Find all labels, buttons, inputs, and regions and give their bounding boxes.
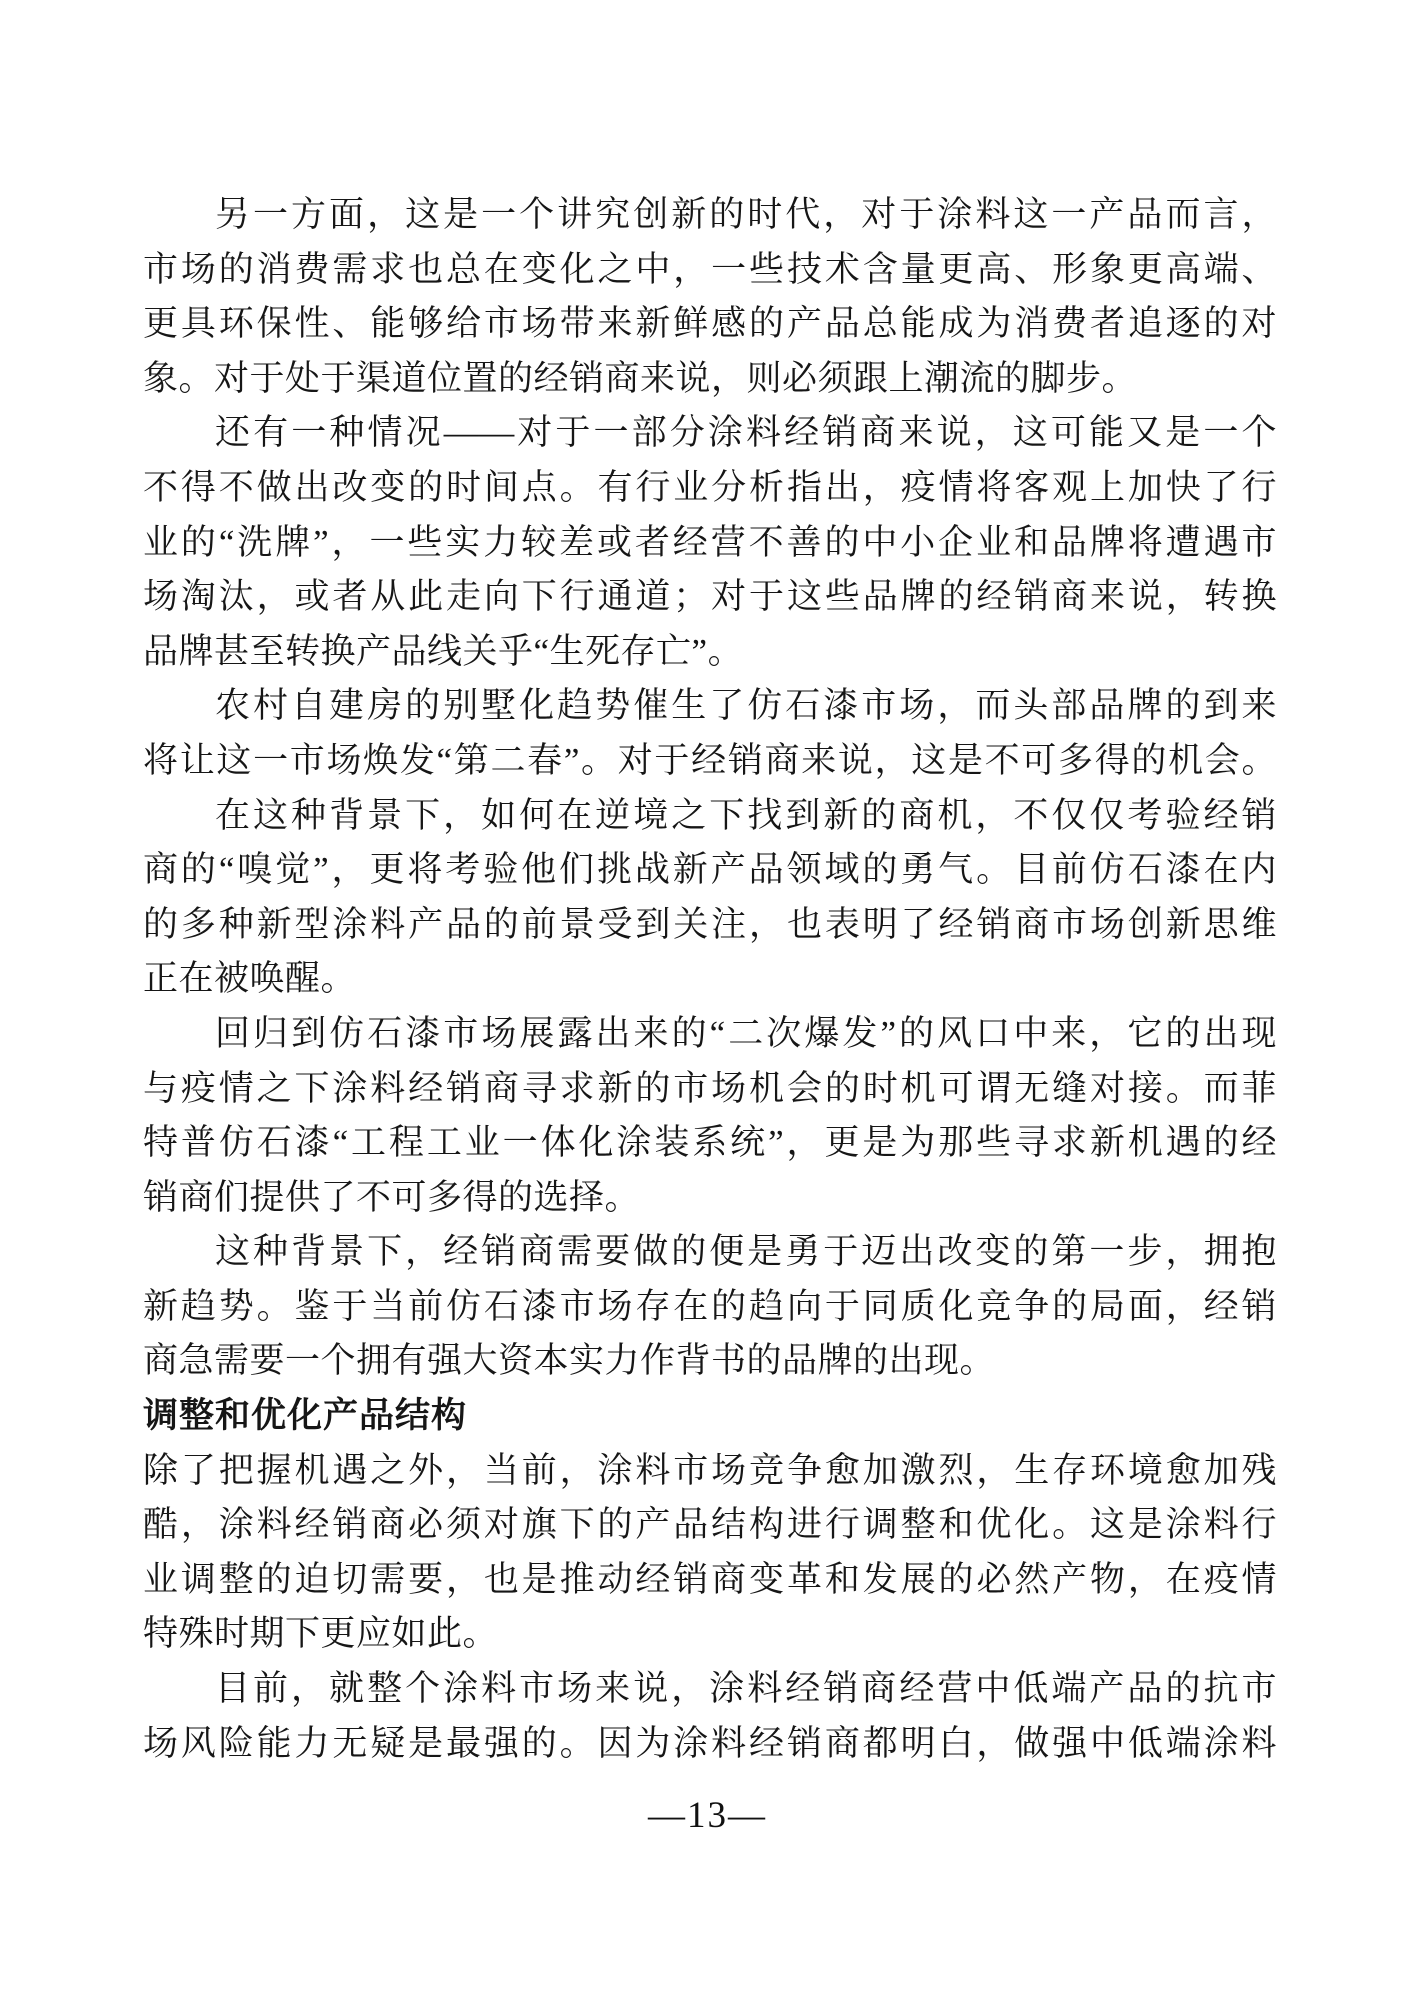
text-line: 销商们提供了不可多得的选择。 (143, 1177, 641, 1217)
text-line: 商急需要一个拥有强大资本实力作背书的品牌的出现。 (143, 1341, 996, 1381)
text-line: 在这种背景下，如何在逆境之下找到新的商机，不仅仅考验经销 (215, 795, 1277, 835)
text-line: 将让这一市场焕发“第二春”。对于经销商来说，这是不可多得的机会。 (143, 740, 1277, 780)
text-line: 的多种新型涂料产品的前景受到关注，也表明了经销商市场创新思维 (143, 904, 1277, 944)
text-line: 更具环保性、能够给市场带来新鲜感的产品总能成为消费者追逐的对 (143, 304, 1277, 344)
text-line: 正在被唤醒。 (143, 959, 357, 999)
text-line: 场风险能力无疑是最强的。因为涂料经销商都明白，做强中低端涂料 (143, 1723, 1277, 1763)
text-line: 特普仿石漆“工程工业一体化涂装系统”，更是为那些寻求新机遇的经 (143, 1123, 1277, 1163)
text-line: 另一方面，这是一个讲究创新的时代，对于涂料这一产品而言， (215, 195, 1277, 234)
text-line: 不得不做出改变的时间点。有行业分析指出，疫情将客观上加快了行 (143, 467, 1277, 507)
section-heading: 调整和优化产品结构 (143, 1396, 468, 1436)
page-number: —13— (648, 1795, 767, 1836)
text-line: 酷，涂料经销商必须对旗下的产品结构进行调整和优化。这是涂料行 (143, 1505, 1277, 1545)
text-line: 回归到仿石漆市场展露出来的“二次爆发”的风口中来，它的出现 (215, 1013, 1277, 1053)
text-line: 农村自建房的别墅化趋势催生了仿石漆市场，而头部品牌的到来 (215, 686, 1277, 726)
text-line: 目前，就整个涂料市场来说，涂料经销商经营中低端产品的抗市 (215, 1669, 1277, 1709)
text-line: 除了把握机遇之外，当前，涂料市场竞争愈加激烈，生存环境愈加残 (143, 1450, 1277, 1490)
text-block (143, 188, 1277, 1771)
text-line: 与疫情之下涂料经销商寻求新的市场机会的时机可谓无缝对接。而菲 (143, 1068, 1277, 1108)
text-line: 特殊时期下更应如此。 (143, 1614, 499, 1654)
text-line: 业的“洗牌”，一些实力较差或者经营不善的中小企业和品牌将遭遇市 (143, 522, 1277, 562)
text-line: 业调整的迫切需要，也是推动经销商变革和发展的必然产物，在疫情 (143, 1559, 1277, 1599)
text-line: 商的“嗅觉”，更将考验他们挑战新产品领域的勇气。目前仿石漆在内 (143, 850, 1277, 890)
text-line: 还有一种情况——对于一部分涂料经销商来说，这可能又是一个 (215, 413, 1277, 453)
text-line: 品牌甚至转换产品线关乎“生死存亡”。 (143, 631, 744, 671)
text-line: 象。对于处于渠道位置的经销商来说，则必须跟上潮流的脚步。 (143, 358, 1138, 398)
text-line: 场淘汰，或者从此走向下行通道；对于这些品牌的经销商来说，转换 (143, 577, 1277, 617)
text-line: 这种背景下，经销商需要做的便是勇于迈出改变的第一步，拥抱 (215, 1232, 1277, 1272)
text-line: 新趋势。鉴于当前仿石漆市场存在的趋向于同质化竞争的局面，经销 (143, 1286, 1277, 1326)
text-line: 市场的消费需求也总在变化之中，一些技术含量更高、形象更高端、 (143, 249, 1277, 289)
